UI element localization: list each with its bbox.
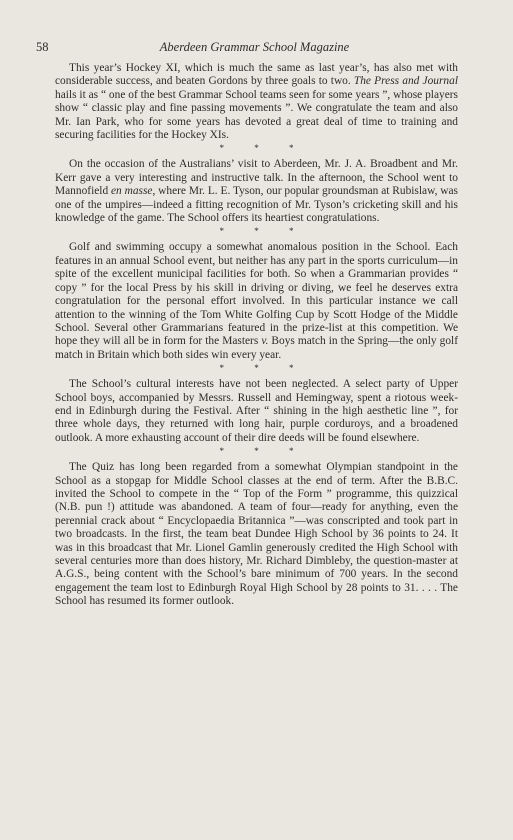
section-separator: * * * — [219, 226, 308, 237]
italic-text-run: v. — [261, 335, 269, 348]
running-title: Aberdeen Grammar School Magazine — [159, 40, 350, 54]
text-run: The Quiz has long been regarded from a somewhat Olympian standpoint in the School as a stopgap for Middle School classes at the end of term. After the B.B.C. invited the School to compete in the “ Top of the Form ” programme, this quizzical (N.B. pun !) attitude was abandoned. A team of four—ready for anything, even the perennial crack about “ Encyclopaedia Britannica ”—was conscripted and took part in two broadcasts. In the first, the team beat Dundee High School by 36 points to 24. It was in this broadcast that Mr. Lionel Gamlin generously credited the High School with several centuries more than does history, Mr. Richard Dimbleby, the question-master at A.G.S., being content with the School’s bare minimum of 700 years. In the second engagement the team lost to Edinburgh Royal High School by 28 points to 31. . . . The School has resumed its former outlook. — [55, 461, 458, 608]
text-run: This year’s Hockey XI, which is much the same as last year’s, has also met with considerable success, and beaten Gordons by three goals to two. — [55, 62, 458, 88]
text-run: On the occasion of the Australians’ visit to Aberdeen, Mr. J. A. Broadbent and Mr. Kerr gave a very interesting and instructive talk. In the afternoon, the School went to Mannofield — [55, 158, 458, 198]
paragraph-golf-swimming — [55, 241, 458, 362]
text-run: Boys match in the Spring—the only golf match in Britain which both sides win every year. — [55, 335, 458, 361]
text-run: The School’s cultural interests have not been neglected. A select party of Upper School boys, accompanied by Messrs. Russell and Hemingway, spent a riotous week-end in Edinburgh during the Festival. After “ shining in the high aesthetic line ”, for three whole days, they returned with long hair, purple corduroys, and a broadened outlook. A more exhausting account of their dire deeds will be found elsewhere. — [55, 378, 458, 444]
italic-text-run: en masse — [111, 185, 153, 198]
text-run: , where Mr. L. E. Tyson, our popular groundsman at Rubislaw, was one of the umpires—indeed a fitting recognition of Mr. Tyson’s cricketing skill and his knowledge of the game. The School offers its heartiest congratulations. — [55, 185, 458, 225]
paragraph-hockey — [55, 62, 458, 142]
paragraph-cultural — [55, 378, 458, 445]
italic-text-run: The Press and Journal — [353, 75, 458, 88]
page-number: 58 — [36, 40, 49, 54]
article-body — [55, 62, 458, 609]
section-separator: * * * — [219, 446, 308, 457]
text-run: Golf and swimming occupy a somewhat anomalous position in the School. Each features in an annual School event, but neither has any part in the sports curriculum—in spite of the excellent municipal facilities for both. So when a Grammarian provides “ copy ” for the local Press by his skill in driving or diving, we feel he deserves extra congratulation for the personal effort involved. In this particular instance we call attention to the winning of the Tom White Golfing Cup by Scott Hodge of the Middle School. Several other Grammarians featured in the prize-list at this competition. We hope they will all be in form for the Masters — [55, 241, 458, 348]
page-header — [36, 40, 473, 56]
paragraph-quiz — [55, 461, 458, 608]
text-run: hails it as “ one of the best Grammar School teams seen for some years ”, whose players show “ classic play and fine passing movements ”. We congratulate the team and also Mr. Ian Park, who for some years has devoted a great deal of time to training and securing facilities for the Hockey XIs. — [55, 88, 458, 142]
section-separator: * * * — [219, 143, 308, 154]
paragraph-australians — [55, 158, 458, 225]
section-separator: * * * — [219, 363, 308, 374]
